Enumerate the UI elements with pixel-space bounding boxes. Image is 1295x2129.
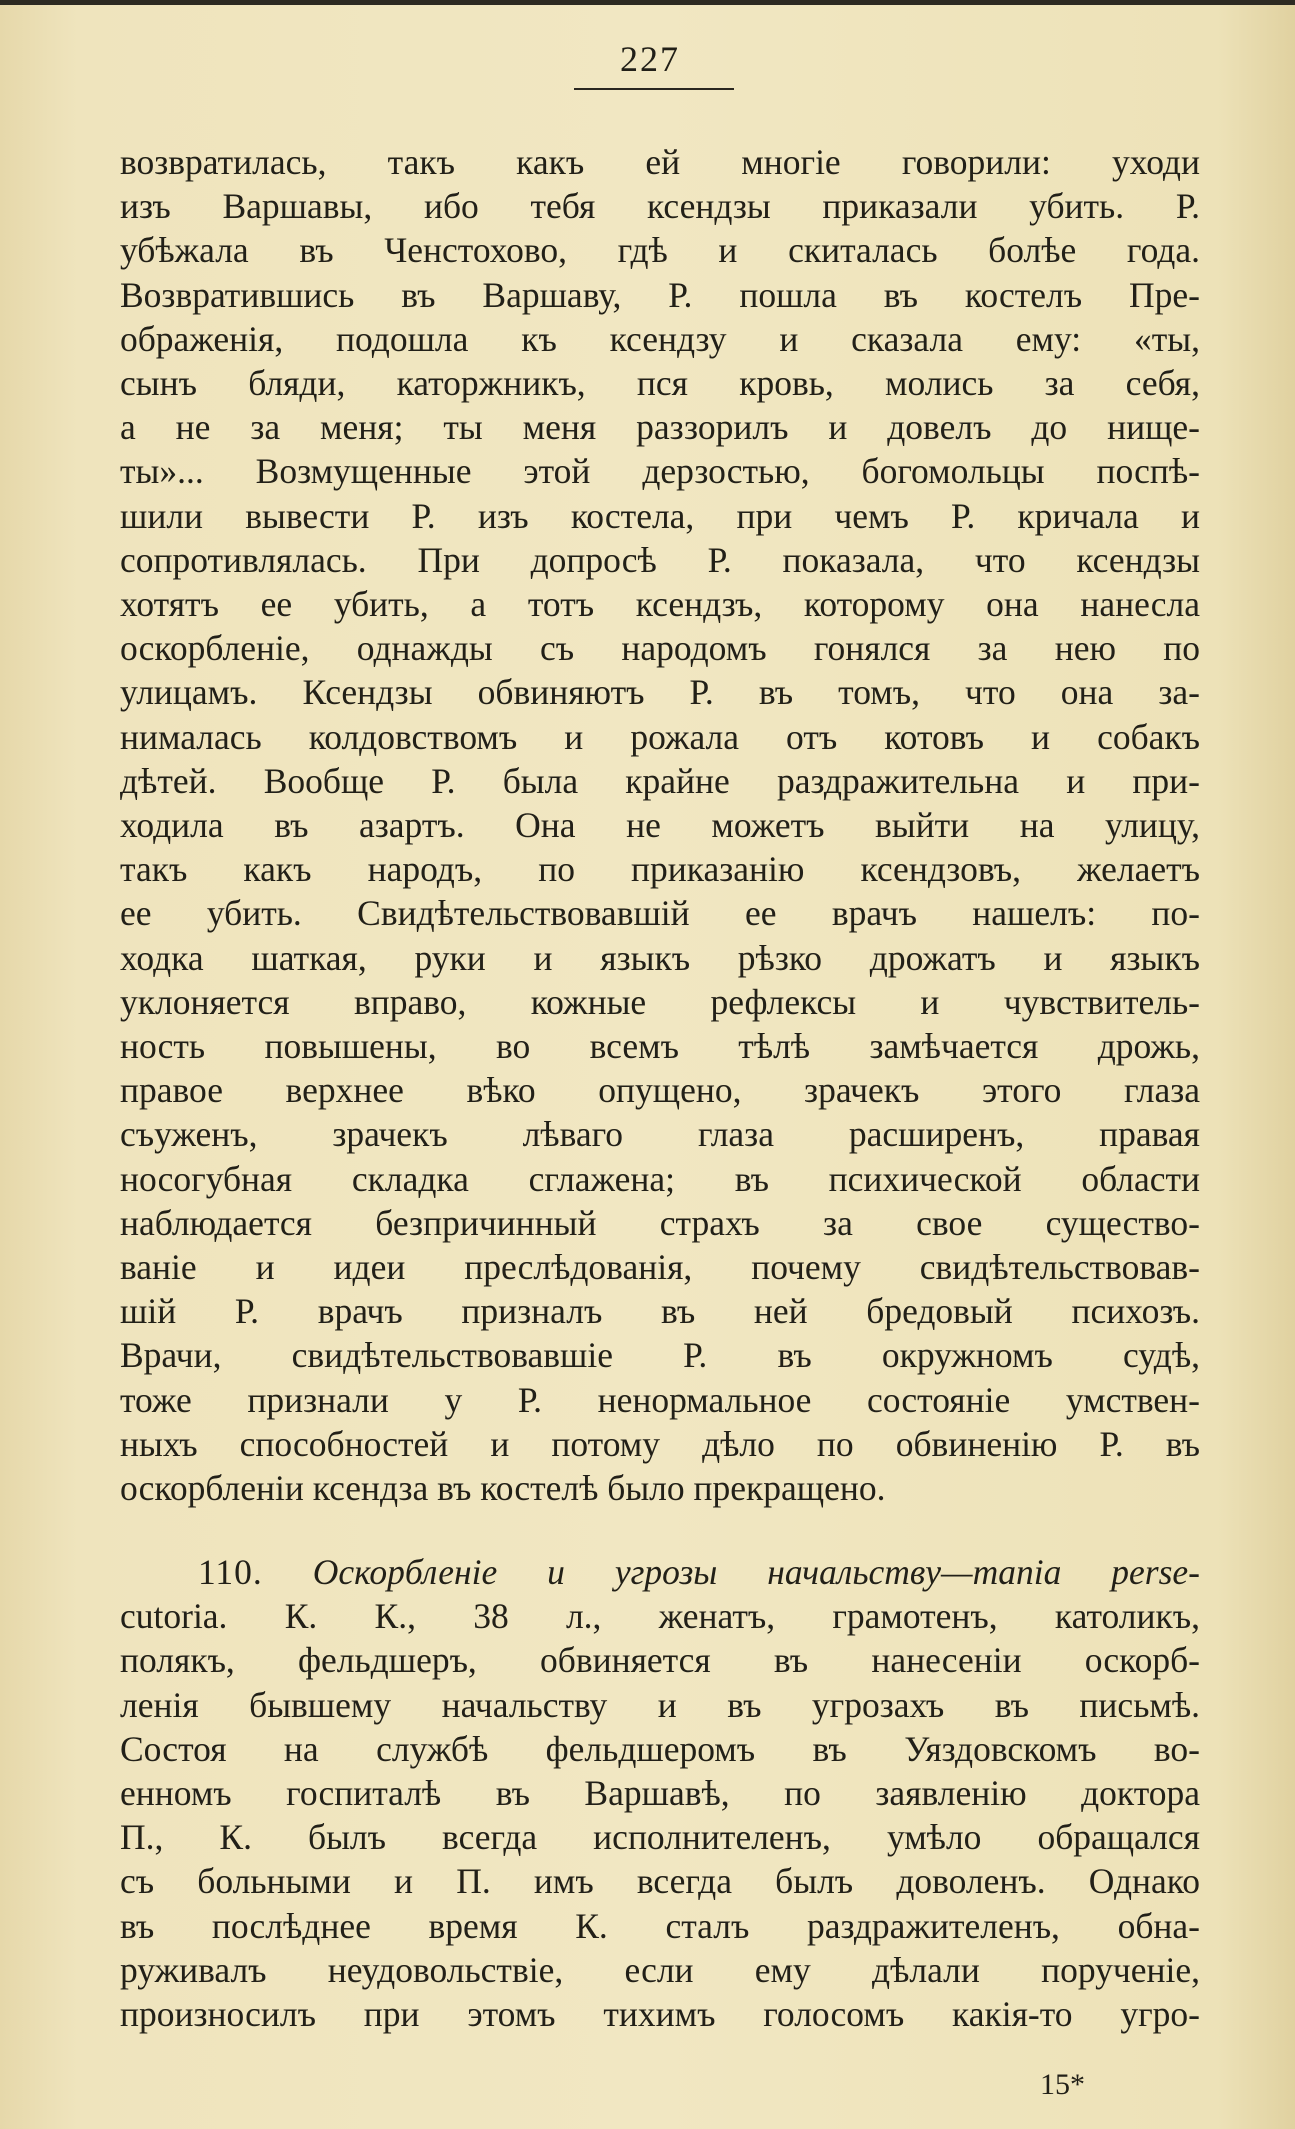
page-top-edge — [0, 0, 1295, 5]
text-line: П., К. былъ всегда исполнителенъ, умѣло обращался — [120, 1817, 1200, 1858]
page-number: 227 — [620, 39, 680, 79]
text-line: хотятъ ее убить, а тотъ ксендзъ, которому она нанесла — [120, 584, 1200, 625]
text-line: а не за меня; ты меня раззорилъ и довелъ до нище- — [120, 407, 1200, 448]
text-line: шили вывести Р. изъ костела, при чемъ Р. кричала и — [120, 495, 1200, 536]
text-line: съ больными и П. имъ всегда былъ доволенъ. Однако — [120, 1861, 1200, 1902]
text-line: сопротивлялась. При допросѣ Р. показала, что ксендзы — [120, 539, 1200, 580]
text-line: произносилъ при этомъ тихимъ голосомъ какія-то угро- — [120, 1994, 1200, 2035]
text-line: оскорбленіи ксендза въ костелѣ было прекращено. — [120, 1468, 886, 1509]
text-line: улицамъ. Ксендзы обвиняютъ Р. въ томъ, что она за- — [120, 672, 1200, 713]
text-line: ность повышены, во всемъ тѣлѣ замѣчается дрожь, — [120, 1026, 1200, 1067]
text-line: ображенія, подошла къ ксендзу и сказала ему: «ты, — [120, 318, 1200, 359]
paragraph-continued — [120, 140, 1200, 1510]
text-line: Врачи, свидѣтельствовавшіе Р. въ окружномъ судѣ, — [120, 1335, 1200, 1376]
text-line: дѣтей. Вообще Р. была крайне раздражительна и при- — [120, 760, 1200, 801]
text-line: уклоняется вправо, кожные рефлексы и чувствитель- — [120, 981, 1200, 1022]
text-line: наблюдается безпричинный страхъ за свое существо- — [120, 1202, 1200, 1243]
text-line: возвратилась, такъ какъ ей многіе говорили: уходи — [120, 142, 1200, 182]
text-line: ленія бывшему начальству и въ угрозахъ въ письмѣ. — [120, 1684, 1200, 1725]
case-heading: Оскорбленіе и угрозы начальству—mania perse- — [312, 1552, 1201, 1592]
case-heading-line — [120, 1550, 1200, 1594]
text-line: тоже признали у Р. ненормальное состояніе умствен- — [120, 1379, 1200, 1420]
text-line: ходка шаткая, руки и языкъ рѣзко дрожатъ и языкъ — [120, 937, 1200, 978]
text-line: убѣжала въ Ченстохово, гдѣ и скиталась болѣе года. — [120, 230, 1200, 271]
paragraph-case-110 — [120, 1550, 1200, 2036]
header-rule — [574, 88, 734, 90]
text-line: носогубная складка сглажена; въ психической области — [120, 1158, 1200, 1199]
text-line: изъ Варшавы, ибо тебя ксендзы приказали убить. Р. — [120, 186, 1200, 227]
text-line: съуженъ, зрачекъ лѣваго глаза расширенъ, правая — [120, 1114, 1200, 1155]
text-line: въ послѣднее время К. сталъ раздражителенъ, обна- — [120, 1905, 1200, 1946]
text-line: енномъ госпиталѣ въ Варшавѣ, по заявленію доктора — [120, 1773, 1200, 1814]
text-line: сынъ бляди, каторжникъ, пся кровь, молись за себя, — [120, 363, 1200, 404]
text-line: такъ какъ народъ, по приказанію ксендзовъ, желаетъ — [120, 849, 1200, 890]
text-line: полякъ, фельдшеръ, обвиняется въ нанесеніи оскорб- — [120, 1640, 1200, 1681]
text-line: ваніе и идеи преслѣдованія, почему свидѣтельствовав- — [120, 1247, 1200, 1288]
text-line: правое верхнее вѣко опущено, зрачекъ этого глаза — [120, 1070, 1200, 1111]
case-number: 110. — [198, 1552, 263, 1592]
text-line: шій Р. врачъ призналъ въ ней бредовый психозъ. — [120, 1291, 1200, 1332]
text-line: cutoria. К. К., 38 л., женатъ, грамотенъ, католикъ, — [120, 1596, 1200, 1637]
text-line: Состоя на службѣ фельдшеромъ въ Уяздовскомъ во- — [120, 1728, 1200, 1769]
text-line: ты»... Возмущенные этой дерзостью, богомольцы поспѣ- — [120, 451, 1200, 492]
text-line: Возвратившись въ Варшаву, Р. пошла въ костелъ Пре- — [120, 274, 1200, 315]
text-line: ее убить. Свидѣтельствовавшій ее врачъ нашелъ: по- — [120, 893, 1200, 934]
text-line: руживалъ неудовольствіе, если ему дѣлали порученіе, — [120, 1949, 1200, 1990]
signature-mark: 15* — [1040, 2068, 1085, 2101]
text-line: нималась колдовствомъ и рожала отъ котовъ и собакъ — [120, 716, 1200, 757]
text-line: ходила въ азартъ. Она не можетъ выйти на улицу, — [120, 805, 1200, 846]
text-line: оскорбленіе, однажды съ народомъ гонялся за нею по — [120, 628, 1200, 669]
text-line: ныхъ способностей и потому дѣло по обвиненію Р. въ — [120, 1423, 1200, 1464]
